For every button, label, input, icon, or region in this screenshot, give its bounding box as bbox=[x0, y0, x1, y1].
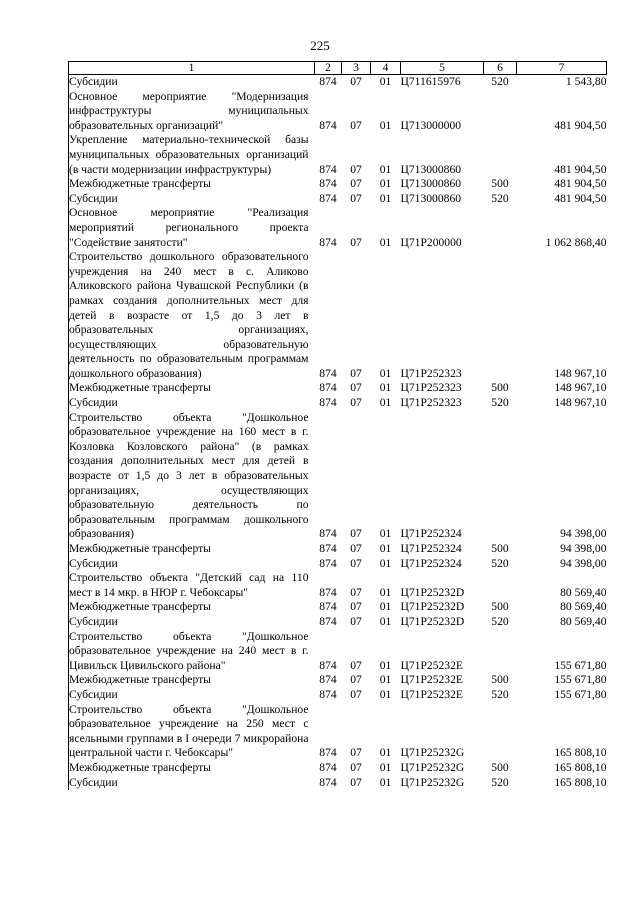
subsection-code: 01 bbox=[379, 673, 392, 687]
row-description: Основное мероприятие "Реализация мероприятий регионального проекта "Содействие занятости" bbox=[69, 206, 315, 250]
amount: 165 808,10 bbox=[554, 760, 607, 774]
subsection-code: 01 bbox=[379, 600, 392, 614]
chapter-code: 874 bbox=[319, 381, 337, 395]
column-header: 6 bbox=[484, 62, 517, 75]
section-code: 07 bbox=[350, 673, 362, 687]
expense-type-code: 520 bbox=[491, 396, 509, 410]
section-code: 07 bbox=[350, 542, 362, 555]
row-description: Субсидии bbox=[69, 776, 315, 791]
amount: 148 967,10 bbox=[554, 366, 607, 380]
target-article-code: Ц71Р200000 bbox=[400, 235, 462, 249]
column-header: 5 bbox=[401, 62, 484, 75]
amount: 80 569,40 bbox=[560, 614, 607, 628]
table-row bbox=[69, 776, 607, 791]
subsection-code: 01 bbox=[379, 527, 392, 541]
amount: 80 569,40 bbox=[560, 600, 607, 614]
expense-type-code bbox=[484, 571, 517, 600]
target-article-code: Ц713000860 bbox=[400, 191, 462, 205]
target-article-code: Ц71Р25232D bbox=[400, 600, 465, 614]
section-code: 07 bbox=[350, 191, 362, 205]
section-code: 07 bbox=[350, 235, 362, 249]
table-row bbox=[69, 381, 607, 396]
table-row bbox=[69, 133, 607, 177]
section-code: 07 bbox=[350, 162, 362, 176]
chapter-code: 874 bbox=[319, 75, 337, 88]
row-description: Межбюджетные трансферты bbox=[69, 761, 315, 776]
expense-type-code: 500 bbox=[491, 600, 509, 614]
amount: 148 967,10 bbox=[554, 396, 607, 410]
row-description: Строительство объекта "Дошкольное образовательное учреждение на 160 мест в г. Козловка Козловского района" (в рамках создания дополнительных мест для детей в возрасте от 1,5 до 3 лет в образовательных организациях, осуществляющих образовательную деятельность по образовательным программам дошкольного образования) bbox=[69, 411, 315, 542]
chapter-code: 874 bbox=[319, 118, 337, 132]
amount: 80 569,40 bbox=[560, 585, 607, 599]
expense-type-code bbox=[484, 250, 517, 381]
target-article-code: Ц71Р25232D bbox=[400, 614, 465, 628]
table-row bbox=[69, 600, 607, 615]
section-code: 07 bbox=[350, 600, 362, 614]
subsection-code: 01 bbox=[379, 118, 392, 132]
table-row bbox=[69, 630, 607, 674]
table-row bbox=[69, 673, 607, 688]
expense-type-code: 520 bbox=[491, 75, 509, 88]
section-code: 07 bbox=[350, 687, 362, 701]
section-code: 07 bbox=[350, 118, 362, 132]
table-row bbox=[69, 75, 607, 90]
target-article-code: Ц71Р252323 bbox=[400, 381, 462, 395]
row-description: Субсидии bbox=[69, 688, 315, 703]
expense-type-code bbox=[484, 411, 517, 542]
target-article-code: Ц713000000 bbox=[400, 118, 462, 132]
expense-type-code: 500 bbox=[491, 381, 509, 395]
subsection-code: 01 bbox=[379, 658, 392, 672]
expense-type-code bbox=[484, 703, 517, 761]
chapter-code: 874 bbox=[319, 527, 337, 541]
chapter-code: 874 bbox=[319, 177, 337, 191]
row-description: Межбюджетные трансферты bbox=[69, 381, 315, 396]
row-description: Субсидии bbox=[69, 396, 315, 411]
target-article-code: Ц71Р25232Е bbox=[400, 673, 463, 687]
table-row bbox=[69, 411, 607, 542]
table-row bbox=[69, 396, 607, 411]
subsection-code: 01 bbox=[379, 687, 392, 701]
expense-type-code bbox=[484, 90, 517, 134]
table-row bbox=[69, 192, 607, 207]
expense-type-code bbox=[484, 206, 517, 250]
amount: 94 398,00 bbox=[560, 542, 607, 555]
subsection-code: 01 bbox=[379, 162, 392, 176]
subsection-code: 01 bbox=[379, 746, 392, 760]
row-description: Строительство объекта "Дошкольное образовательное учреждение на 240 мест в г. Цивильск Цивильского района" bbox=[69, 630, 315, 674]
row-description: Межбюджетные трансферты bbox=[69, 673, 315, 688]
target-article-code: Ц71Р25232G bbox=[400, 775, 465, 789]
target-article-code: Ц71Р25232D bbox=[400, 585, 465, 599]
section-code: 07 bbox=[350, 75, 362, 88]
row-description: Субсидии bbox=[69, 75, 315, 90]
amount: 165 808,10 bbox=[554, 746, 607, 760]
table-row bbox=[69, 90, 607, 134]
row-description: Строительство дошкольного образовательного учреждения на 240 мест в с. Аликово Аликовского района Чувашской Республики (в рамках создания дополнительных мест для детей в возрасте от 1,5 до 3 лет в образовательных организациях, осуществляющих образовательную деятельность по образовательным программам дошкольного образования) bbox=[69, 250, 315, 381]
subsection-code: 01 bbox=[379, 366, 392, 380]
section-code: 07 bbox=[350, 585, 362, 599]
column-header: 3 bbox=[342, 62, 371, 75]
target-article-code: Ц711615976 bbox=[400, 75, 461, 88]
expense-type-code: 500 bbox=[491, 760, 509, 774]
section-code: 07 bbox=[350, 366, 362, 380]
row-description: Межбюджетные трансферты bbox=[69, 542, 315, 557]
target-article-code: Ц71Р25232G bbox=[400, 760, 465, 774]
amount: 94 398,00 bbox=[560, 556, 607, 570]
header-row bbox=[69, 62, 607, 75]
amount: 94 398,00 bbox=[560, 527, 607, 541]
chapter-code: 874 bbox=[319, 614, 337, 628]
target-article-code: Ц713000860 bbox=[400, 162, 462, 176]
amount: 481 904,50 bbox=[554, 118, 607, 132]
section-code: 07 bbox=[350, 760, 362, 774]
column-header: 1 bbox=[69, 62, 315, 75]
expense-type-code: 500 bbox=[491, 673, 509, 687]
section-code: 07 bbox=[350, 775, 362, 789]
row-description: Строительство объекта "Детский сад на 110 мест в 14 мкр. в НЮР г. Чебоксары" bbox=[69, 571, 315, 600]
target-article-code: Ц71Р252324 bbox=[400, 527, 462, 541]
target-article-code: Ц71Р25232G bbox=[400, 746, 465, 760]
amount: 165 808,10 bbox=[554, 775, 607, 789]
column-header: 2 bbox=[315, 62, 342, 75]
amount: 1 062 868,40 bbox=[545, 235, 607, 249]
row-description: Межбюджетные трансферты bbox=[69, 600, 315, 615]
subsection-code: 01 bbox=[379, 614, 392, 628]
table-row bbox=[69, 542, 607, 557]
chapter-code: 874 bbox=[319, 600, 337, 614]
expense-type-code: 520 bbox=[491, 687, 509, 701]
row-description: Основное мероприятие "Модернизация инфраструктуры муниципальных образовательных организаций" bbox=[69, 90, 315, 134]
expense-type-code bbox=[484, 630, 517, 674]
expense-type-code: 520 bbox=[491, 191, 509, 205]
target-article-code: Ц71Р25232Е bbox=[400, 658, 463, 672]
chapter-code: 874 bbox=[319, 366, 337, 380]
subsection-code: 01 bbox=[379, 585, 392, 599]
chapter-code: 874 bbox=[319, 542, 337, 555]
expense-type-code: 500 bbox=[491, 177, 509, 191]
table-row bbox=[69, 615, 607, 630]
amount: 481 904,50 bbox=[554, 177, 607, 191]
row-description: Укрепление материально-технической базы муниципальных образовательных организаций (в части модернизации инфраструктуры) bbox=[69, 133, 315, 177]
expense-type-code: 500 bbox=[491, 542, 509, 555]
amount: 481 904,50 bbox=[554, 191, 607, 205]
table-row bbox=[69, 571, 607, 600]
chapter-code: 874 bbox=[319, 760, 337, 774]
amount: 1 543,80 bbox=[565, 75, 607, 88]
section-code: 07 bbox=[350, 658, 362, 672]
chapter-code: 874 bbox=[319, 658, 337, 672]
target-article-code: Ц713000860 bbox=[400, 177, 462, 191]
section-code: 07 bbox=[350, 381, 362, 395]
chapter-code: 874 bbox=[319, 585, 337, 599]
target-article-code: Ц71Р252324 bbox=[400, 542, 462, 555]
target-article-code: Ц71Р252324 bbox=[400, 556, 462, 570]
amount: 148 967,10 bbox=[554, 381, 607, 395]
section-code: 07 bbox=[350, 527, 362, 541]
table-row bbox=[69, 177, 607, 192]
chapter-code: 874 bbox=[319, 746, 337, 760]
chapter-code: 874 bbox=[319, 687, 337, 701]
subsection-code: 01 bbox=[379, 381, 392, 395]
table-row bbox=[69, 206, 607, 250]
target-article-code: Ц71Р252323 bbox=[400, 396, 462, 410]
section-code: 07 bbox=[350, 556, 362, 570]
expense-type-code: 520 bbox=[491, 556, 509, 570]
chapter-code: 874 bbox=[319, 775, 337, 789]
row-description: Субсидии bbox=[69, 192, 315, 207]
section-code: 07 bbox=[350, 746, 362, 760]
chapter-code: 874 bbox=[319, 235, 337, 249]
column-header: 7 bbox=[517, 62, 607, 75]
row-description: Межбюджетные трансферты bbox=[69, 177, 315, 192]
section-code: 07 bbox=[350, 396, 362, 410]
budget-table bbox=[68, 61, 607, 790]
table-row bbox=[69, 703, 607, 761]
expense-type-code: 520 bbox=[491, 775, 509, 789]
table-row bbox=[69, 250, 607, 381]
column-header: 4 bbox=[371, 62, 401, 75]
target-article-code: Ц71Р25232Е bbox=[400, 687, 463, 701]
amount: 155 671,80 bbox=[554, 687, 607, 701]
subsection-code: 01 bbox=[379, 760, 392, 774]
target-article-code: Ц71Р252323 bbox=[400, 366, 462, 380]
subsection-code: 01 bbox=[379, 177, 392, 191]
section-code: 07 bbox=[350, 177, 362, 191]
amount: 155 671,80 bbox=[554, 673, 607, 687]
subsection-code: 01 bbox=[379, 542, 392, 555]
expense-type-code bbox=[484, 133, 517, 177]
chapter-code: 874 bbox=[319, 162, 337, 176]
subsection-code: 01 bbox=[379, 775, 392, 789]
page-number: 225 bbox=[310, 38, 330, 53]
chapter-code: 874 bbox=[319, 556, 337, 570]
subsection-code: 01 bbox=[379, 191, 392, 205]
expense-type-code: 520 bbox=[491, 614, 509, 628]
amount: 155 671,80 bbox=[554, 658, 607, 672]
chapter-code: 874 bbox=[319, 191, 337, 205]
subsection-code: 01 bbox=[379, 396, 392, 410]
table-row bbox=[69, 688, 607, 703]
row-description: Субсидии bbox=[69, 557, 315, 572]
row-description: Строительство объекта "Дошкольное образовательное учреждение на 250 мест с ясельными группами в I очереди 7 микрорайона центральной части г. Чебоксары" bbox=[69, 703, 315, 761]
subsection-code: 01 bbox=[379, 556, 392, 570]
subsection-code: 01 bbox=[379, 75, 392, 88]
table-row bbox=[69, 761, 607, 776]
subsection-code: 01 bbox=[379, 235, 392, 249]
chapter-code: 874 bbox=[319, 673, 337, 687]
section-code: 07 bbox=[350, 614, 362, 628]
chapter-code: 874 bbox=[319, 396, 337, 410]
row-description: Субсидии bbox=[69, 615, 315, 630]
table-row bbox=[69, 557, 607, 572]
amount: 481 904,50 bbox=[554, 162, 607, 176]
